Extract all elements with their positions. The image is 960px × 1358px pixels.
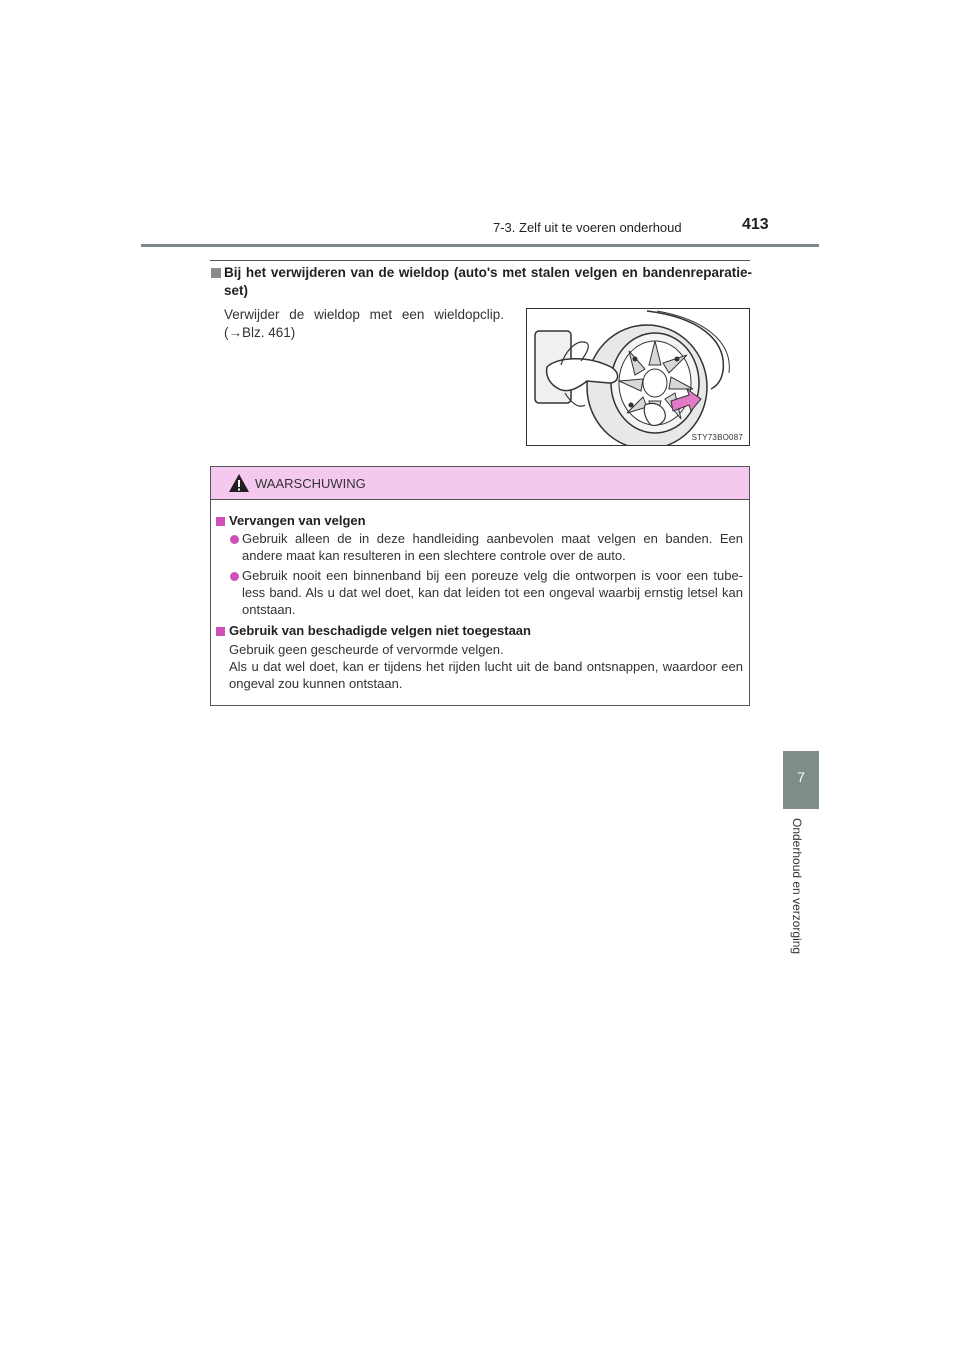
warning-bullet-dot-icon xyxy=(230,535,239,544)
section-title: Bij het verwijderen van de wieldop (auto's met stalen velgen en bandenreparatie-set) xyxy=(224,265,752,298)
figure-code: STY73BO087 xyxy=(691,433,743,442)
chapter-label: Onderhoud en verzorging xyxy=(790,818,804,955)
section-bullet-icon xyxy=(211,268,221,278)
chapter-number: 7 xyxy=(797,769,805,785)
header-rule xyxy=(141,244,819,247)
warning-item-heading: Gebruik van beschadigde velgen niet toegestaan xyxy=(229,623,531,638)
warning-item-bullet-icon xyxy=(216,517,225,526)
warning-item-heading: Vervangen van velgen xyxy=(229,513,366,528)
wheel-cap-illustration xyxy=(526,308,750,446)
section-body: Verwijder de wieldop met een wieldopclip. (→Blz. 461) xyxy=(224,307,504,340)
section-rule xyxy=(210,260,750,261)
warning-item-bullet-icon xyxy=(216,627,225,636)
warning-box xyxy=(210,466,750,706)
wheel-cap-drawing xyxy=(527,309,749,445)
warning-triangle-icon xyxy=(228,473,250,493)
warning-bullet-dot-icon xyxy=(230,572,239,581)
warning-paragraph: Als u dat wel doet, kan er tijdens het rijden lucht uit de band ontsnappen, waardoor een ongeval zou kunnen ontstaan. xyxy=(229,659,743,691)
page-number: 413 xyxy=(742,216,769,233)
warning-bullet-text: Gebruik nooit een binnenband bij een poreuze velg die ontworpen is voor een tube-less band. Als u dat wel doet, kan dat leiden tot een ongeval waarbij ernstig letsel kan ontstaan. xyxy=(242,568,743,617)
warning-header xyxy=(211,467,749,500)
warning-paragraph: Gebruik geen gescheurde of vervormde velgen. xyxy=(229,642,504,657)
running-header-section: 7-3. Zelf uit te voeren onderhoud xyxy=(493,220,682,235)
warning-bullet-text: Gebruik alleen de in deze handleiding aanbevolen maat velgen en banden. Een andere maat kan resulteren in een slechtere controle over de auto. xyxy=(242,531,743,563)
warning-title: WAARSCHUWING xyxy=(255,476,366,491)
chapter-tab xyxy=(783,751,819,809)
